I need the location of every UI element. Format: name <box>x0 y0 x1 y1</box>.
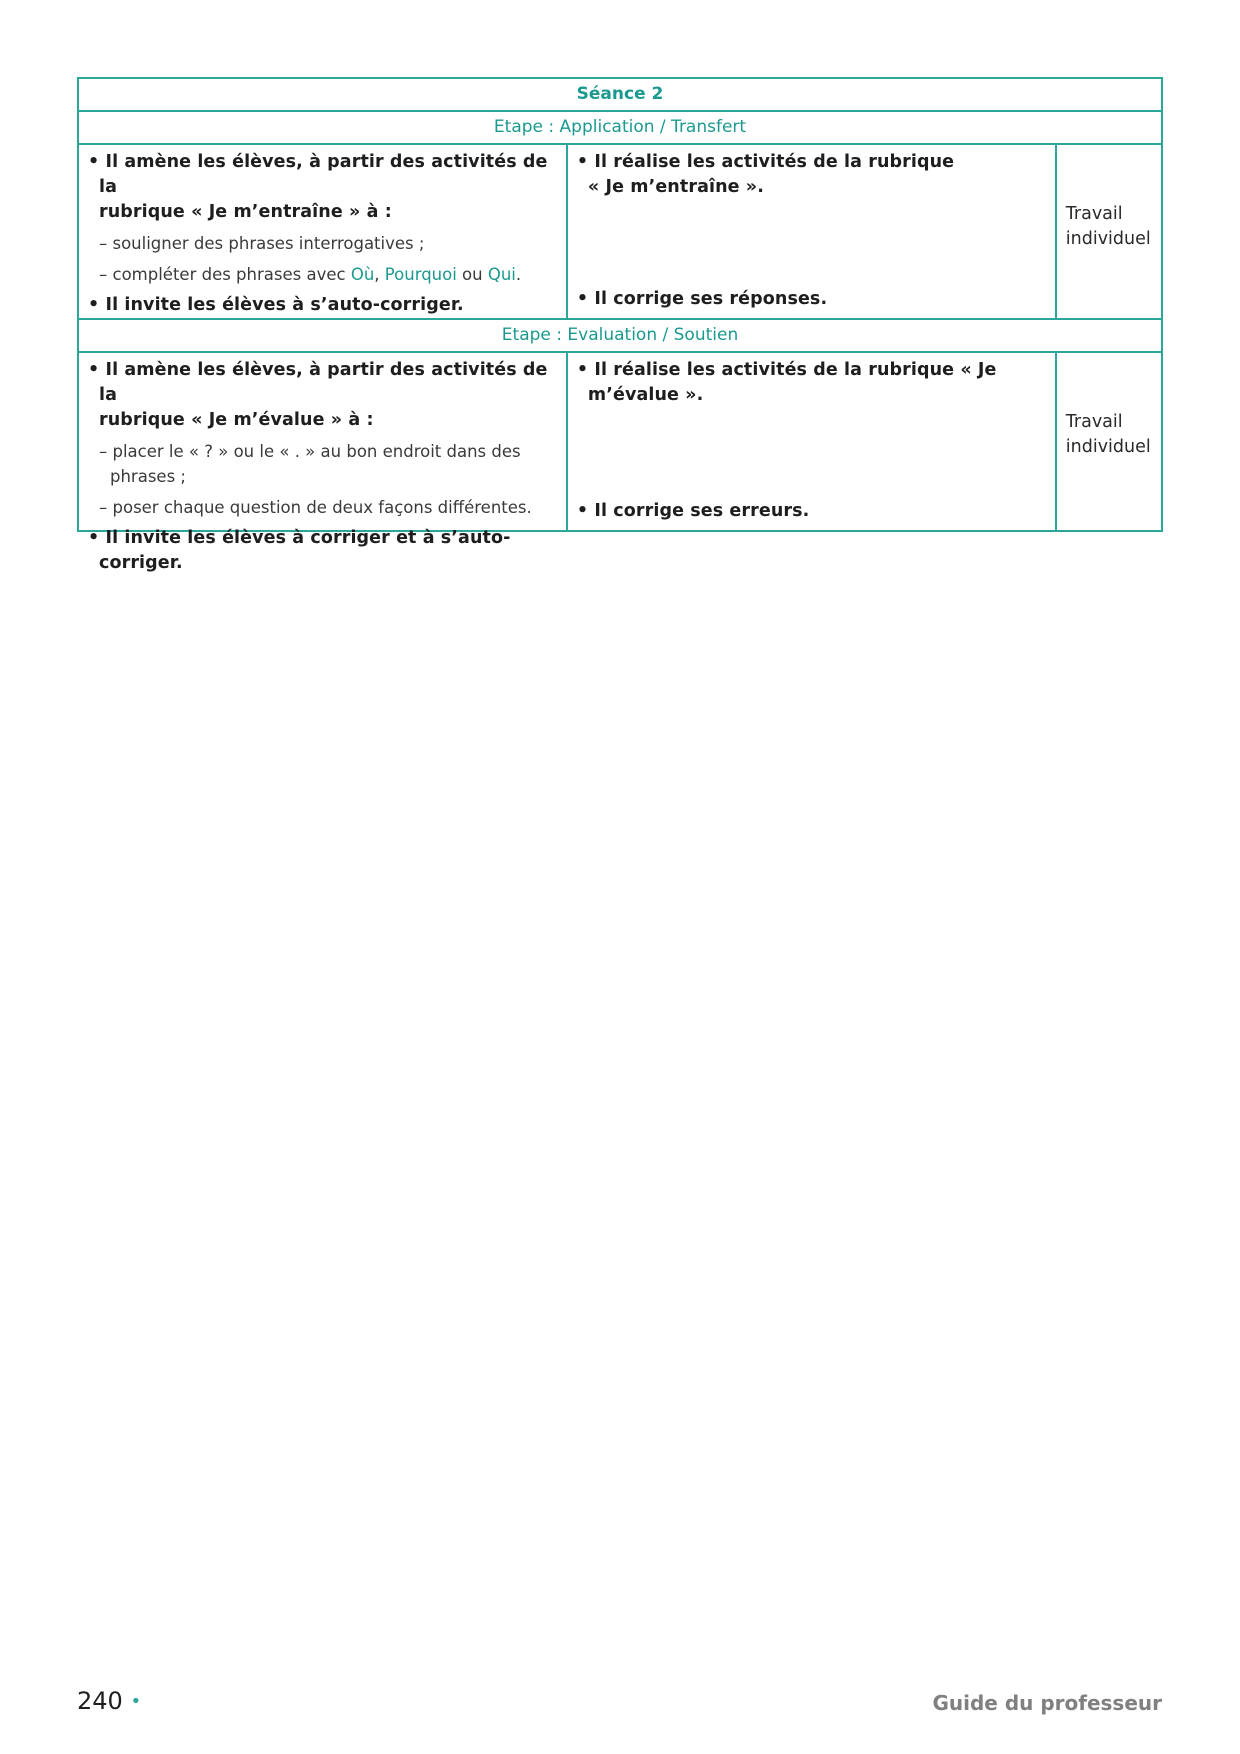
highlight-word-ou: Où <box>350 265 375 284</box>
step-row-application <box>78 144 1162 319</box>
student-bullet-correct <box>577 287 1047 312</box>
step-row-evaluation <box>78 352 1162 531</box>
sub-item-complete <box>88 262 558 287</box>
bullet-text-line: Il corrige ses erreurs. <box>594 501 810 521</box>
bullet-text-line: Il corrige ses réponses. <box>594 289 828 309</box>
punctuation: . <box>515 265 522 284</box>
bullet-text-line: rubrique « Je m’évalue » à : <box>99 410 374 430</box>
bullet-text-line: Il invite les élèves à s’auto-corriger. <box>105 295 464 315</box>
page-number-text: 240 <box>77 1687 123 1715</box>
bullet-text-line: Il invite les élèves à corriger et à s’auto-corriger. <box>99 528 511 573</box>
work-mode-cell <box>1056 144 1162 319</box>
session-title <box>78 78 1162 111</box>
teacher-bullet-instruction <box>88 150 558 225</box>
work-mode-text <box>1057 145 1161 252</box>
student-bullet-correct <box>577 499 1047 524</box>
highlight-word-qui: Qui <box>487 265 516 284</box>
sub-item-question: – poser chaque question de deux façons différentes. <box>99 498 532 517</box>
work-mode-line: individuel <box>1065 229 1151 249</box>
student-bullet-activities <box>577 150 1047 200</box>
bullet-mark: • <box>576 289 589 309</box>
bullet-text-line: « Je m’entraîne ». <box>587 177 764 197</box>
bullet-mark: • <box>88 360 100 380</box>
sub-item-punctuation <box>88 439 558 489</box>
teacher-activity-cell <box>78 352 567 573</box>
bullet-mark: • <box>576 360 589 380</box>
work-mode-line: Travail <box>1065 204 1123 224</box>
step-title-application: Etape : Application / Transfert <box>493 117 747 137</box>
lesson-table <box>77 77 1163 573</box>
work-mode-text <box>1057 353 1161 460</box>
student-activity-cell <box>567 352 1056 531</box>
bullet-mark: • <box>88 528 100 548</box>
book-title: Guide du professeur <box>932 1691 1162 1715</box>
teacher-bullet-correct <box>88 526 558 576</box>
work-mode-cell <box>1056 352 1162 531</box>
bullet-text-line: Il amène les élèves, à partir des activités de la <box>99 152 548 197</box>
sub-item-text: – placer le « ? » ou le « . » au bon endroit dans des <box>99 442 521 461</box>
teacher-activity-cell <box>78 144 567 319</box>
bullet-text-line: rubrique « Je m’entraîne » à : <box>99 202 392 222</box>
bullet-mark: • <box>576 501 589 521</box>
punctuation: , <box>374 265 385 284</box>
footer-dot: • <box>130 1691 142 1712</box>
teacher-bullet-selfcorrect <box>88 293 558 318</box>
sub-item-underline: – souligner des phrases interrogatives ; <box>99 234 425 253</box>
session-title-text: Séance 2 <box>576 84 664 104</box>
sub-item-text: – compléter des phrases avec <box>99 265 351 284</box>
step-header-evaluation <box>78 319 1162 352</box>
bullet-text-line: Il réalise les activités de la rubrique « Je m’évalue ». <box>587 360 997 405</box>
step-title-evaluation: Etape : Evaluation / Soutien <box>501 325 739 345</box>
student-bullet-activities <box>577 358 1047 408</box>
bullet-text-line: Il amène les élèves, à partir des activités de la <box>99 360 548 405</box>
highlight-word-pourquoi: Pourquoi <box>384 265 457 284</box>
work-mode-line: Travail <box>1065 412 1123 432</box>
bullet-mark: • <box>88 152 100 172</box>
bullet-mark: • <box>576 152 589 172</box>
page-number <box>77 1686 141 1717</box>
work-mode-line: individuel <box>1065 437 1151 457</box>
sub-item-text: phrases ; <box>110 467 186 486</box>
student-activity-cell <box>567 144 1056 319</box>
bullet-mark: • <box>88 295 100 315</box>
conjunction: ou <box>456 265 488 284</box>
bullet-text-line: Il réalise les activités de la rubrique <box>594 152 955 172</box>
step-header-application <box>78 111 1162 144</box>
teacher-bullet-instruction <box>88 358 558 433</box>
